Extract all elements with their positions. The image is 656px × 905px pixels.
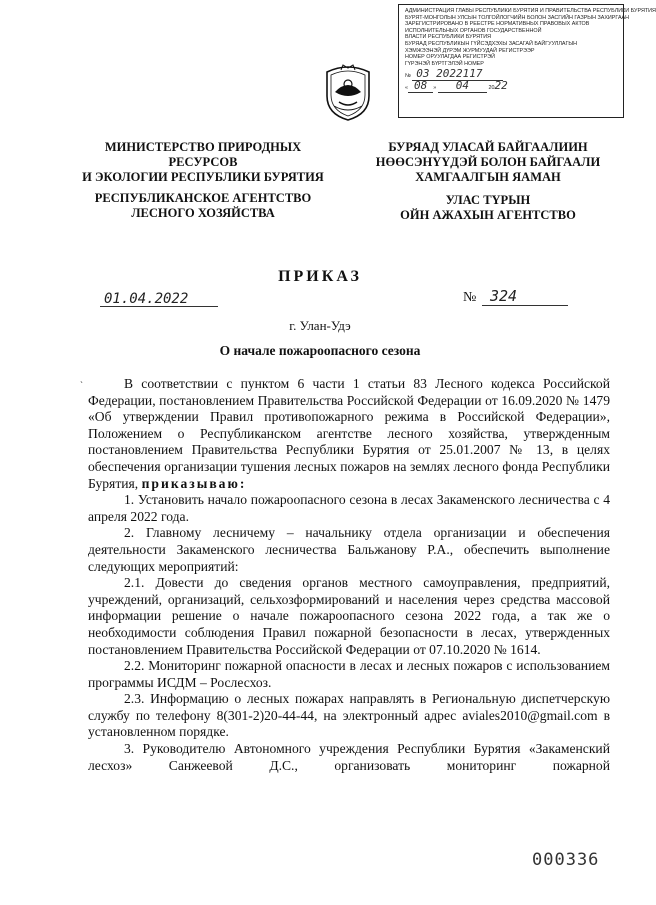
stamp-date-row: « 08 » 04 2022 xyxy=(405,78,508,92)
document-number-field xyxy=(482,287,568,306)
header-text: БУРЯАД УЛАСАЙ БАЙГААЛИИН xyxy=(388,140,588,154)
stamp-line: АДМИНИСТРАЦИЯ ГЛАВЫ РЕСПУБЛИКИ БУРЯТИЯ И ПРАВИТЕЛЬСТВА РЕСПУБЛИКИ БУРЯТИЯ xyxy=(405,8,656,14)
body-paragraph xyxy=(88,376,610,492)
header-left-ministry xyxy=(78,140,328,185)
stamp-line: НОМЕР ОРУУЛАГДАА РЕГИСТРЭЙ xyxy=(405,54,495,61)
header-text: МИНИСТЕРСТВО ПРИРОДНЫХ РЕСУРСОВ xyxy=(104,140,302,169)
header-text: И ЭКОЛОГИИ РЕСПУБЛИКИ БУРЯТИЯ xyxy=(82,170,324,184)
body-paragraph: 2.2. Мониторинг пожарной опасности в лесах и лесных пожаров с использованием программы ИСДМ – Рослесхоз. xyxy=(88,658,610,690)
stamp-date-day: 08 xyxy=(408,79,433,93)
document-date-field xyxy=(100,290,218,307)
stamp-line: ГҮРЭНЭЙ БҮРТГЭЛЭЙ НОМЕР xyxy=(405,60,484,67)
stamp-line: ИСПОЛНИТЕЛЬНЫХ ОРГАНОВ ГОСУДАРСТВЕННОЙ xyxy=(405,27,542,34)
document-city: г. Улан-Удэ xyxy=(289,318,351,333)
header-text: ХАМГААЛГЫН ЯАМАН xyxy=(415,170,561,184)
body-paragraph: 2.1. Довести до сведения органов местного самоуправления, предприятий, учреждений, организаций, сельхозформирований и населения через средства массовой информации решение о начале пожароопасного сезона 2022 года, а так же о необходимости соблюдения Правил пожарной безопасности в лесах, утвержденных постановлением Правительства Российской Федерации от 07.10.2020 № 1614. xyxy=(88,575,610,657)
document-body xyxy=(88,376,610,774)
registration-stamp xyxy=(398,4,656,118)
order-keyword: приказываю: xyxy=(141,475,247,491)
margin-mark: ` xyxy=(80,380,83,390)
header-text: НӨӨСЭНҮҮДЭЙ БОЛОН БАЙГААЛИ xyxy=(375,155,601,169)
stamp-line: БУРЯАД РЕСПУБЛИКЫН ГҮЙСЭДХЭХЫ ЗАСАГАЙ БАЙГУУЛЛАГЫН xyxy=(405,40,578,47)
stamp-line: ХЭМЖЭЭНЭЙ ДҮРЭМ ЖУРМУУДАЙ РЕГИСТРЭЭР xyxy=(405,47,535,54)
stamp-date-year-suffix: 22 xyxy=(494,78,508,92)
stamp-reg-label: № xyxy=(405,73,411,80)
document-subject: О начале пожароопасного сезона xyxy=(219,343,421,358)
stamp-registration-row xyxy=(405,67,617,81)
stamp-date-month: 04 xyxy=(438,79,487,93)
coat-of-arms-emblem xyxy=(321,62,375,122)
document-title: ПРИКАЗ xyxy=(278,268,362,285)
stamp-line: ВЛАСТИ РЕСПУБЛИКИ БУРЯТИЯ xyxy=(405,34,492,41)
stamp-line: БУРЯТ-МОНГОЛЫН УЛСЫН ТОЛГОЙЛОГЧИЙН БОЛОН ЗАСГИЙН ГАЗРЫН ЗАХИРГААН xyxy=(405,14,630,21)
header-text: РЕСПУБЛИКАНСКОЕ АГЕНТСТВО xyxy=(94,191,312,205)
stamp-date-year-prefix: 20 xyxy=(488,84,495,91)
header-text: УЛАС ТҮРЫН xyxy=(445,193,531,207)
header-left-agency xyxy=(78,191,328,221)
body-paragraph: 1. Установить начало пожароопасного сезона в лесах Закаменского лесничества с 4 апреля 2022 года. xyxy=(88,492,610,524)
body-paragraph: 2. Главному лесничему – начальнику отдела организации и обеспечения деятельности Закаменского лесничества Бальжанову Р.А., обеспечить выполнение следующих мероприятий: xyxy=(88,525,610,574)
document-number-label: № xyxy=(463,290,477,305)
body-paragraph: 2.3. Информацию о лесных пожарах направлять в Региональную диспетчерскую службу по телефону 8(301-2)20-44-44, на электронный адрес aviales2010@gmail.com в установленном порядке. xyxy=(88,691,610,740)
header-text: ОЙН АЖАХЫН АГЕНТСТВО xyxy=(400,208,576,222)
document-date: 01.04.2022 xyxy=(104,291,189,307)
header-text: ЛЕСНОГО ХОЗЯЙСТВА xyxy=(131,206,275,220)
document-number: 324 xyxy=(490,287,518,305)
body-text: В соответствии с пунктом 6 части 1 статьи 83 Лесного кодекса Российской Федерации, постановлением Правительства Российской Федерации от 16.09.2020 № 1479 «Об утверждении Правил противопожарного режима в Российской Федерации», Положением о Республиканском агентстве лесного хозяйства, утвержденным постановлением Правительства Республики Бурятия от 25.01.2007 № 13, в целях обеспечения организации тушения лесных пожаров на землях лесного фонда Республики Бурятия, xyxy=(88,376,610,491)
page-number: 000336 xyxy=(532,850,600,870)
stamp-line: ЗАРЕГИСТРИРОВАНО В РЕЕСТРЕ НОРМАТИВНЫХ ПРАВОВЫХ АКТОВ xyxy=(405,21,590,28)
body-paragraph: 3. Руководителю Автономного учреждения Республики Бурятия «Закаменский лесхоз» Санжеевой Д.С., организовать мониторинг пожарной xyxy=(88,741,610,773)
stamp-reg-number: 03 2022117 xyxy=(412,67,502,81)
header-right-agency xyxy=(370,193,606,223)
header-right-ministry xyxy=(370,140,606,185)
